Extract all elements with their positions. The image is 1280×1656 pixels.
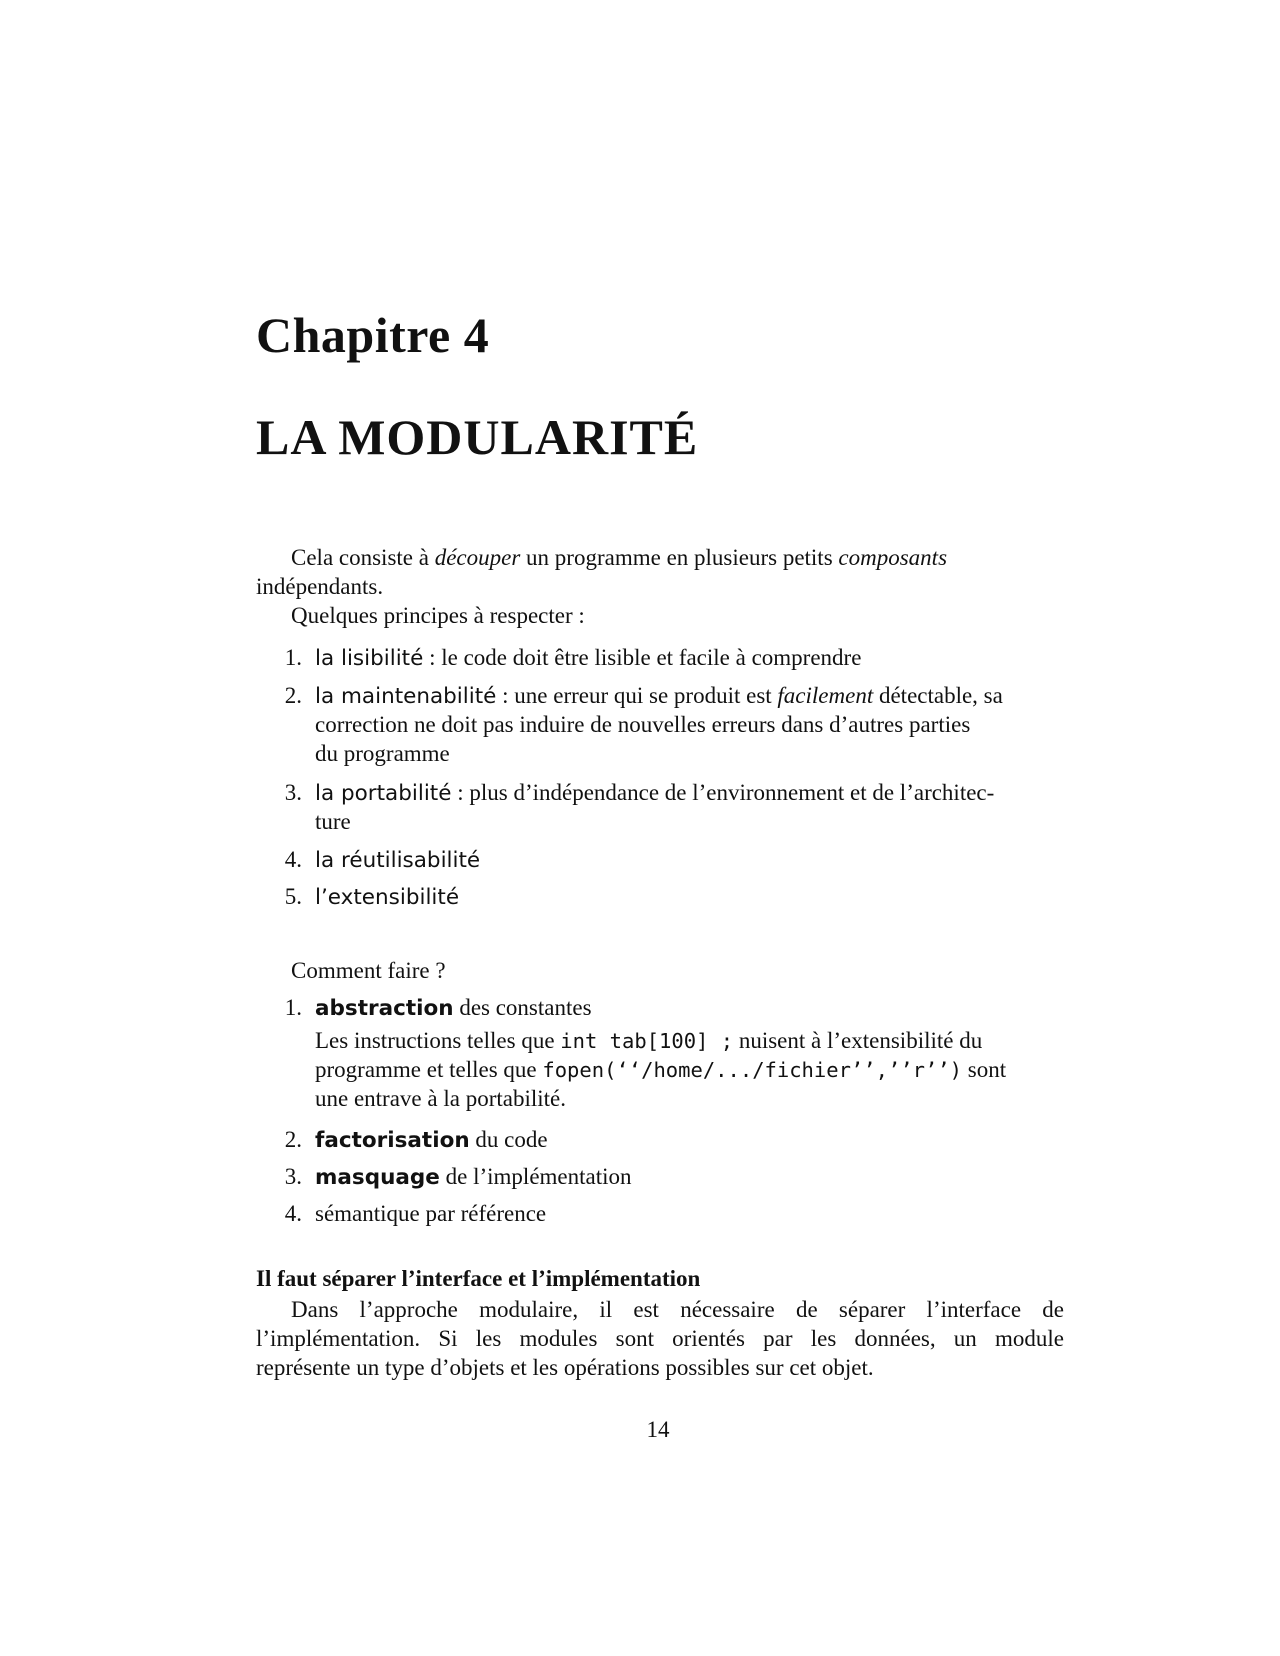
list-item-continuation: du programme [315,741,450,766]
list-number: 5. [284,884,302,909]
list-item-detail: Les instructions telles que int tab[100] ; nuisent à l’extensibilité du [315,1028,983,1053]
list-number: 2. [284,1127,302,1152]
intro-line-2: indépendants. [256,574,384,599]
list-item: masquage de l’implémentation [315,1164,632,1190]
list-item-detail: une entrave à la portabilité. [315,1086,566,1111]
how-intro: Comment faire ? [291,958,446,983]
list-number: 1. [284,995,302,1020]
list-number: 4. [284,1201,302,1226]
section-paragraph-line: représente un type d’objets et les opérations possibles sur cet objet. [256,1355,874,1380]
chapter-title: LA MODULARITÉ [256,409,699,465]
section-paragraph-line: l’implémentation. Si les modules sont orientés par les données, un module [256,1326,1064,1351]
section-title: Il faut séparer l’interface et l’implémentation [256,1266,701,1291]
list-item: l’extensibilité [315,885,460,910]
section-paragraph-line: Dans l’approche modulaire, il est nécessaire de séparer l’interface de [291,1297,1064,1322]
list-item-detail: programme et telles que fopen(‘‘/home/.../fichier’’,’’r’’) sont [315,1057,1007,1082]
page-number: 14 [646,1417,670,1442]
list-number: 4. [284,847,302,872]
list-item: la lisibilité : le code doit être lisible et facile à comprendre [315,645,862,671]
list-item: la maintenabilité : une erreur qui se produit est facilement détectable, sa [315,683,1003,709]
list-item-continuation: correction ne doit pas induire de nouvelles erreurs dans d’autres parties [315,712,971,737]
list-item-continuation: ture [315,809,351,834]
list-item: abstraction des constantes [315,995,592,1021]
list-number: 2. [284,683,302,708]
list-number: 3. [284,1164,302,1189]
list-item: la réutilisabilité [315,848,481,873]
list-number: 3. [284,780,302,805]
chapter-label: Chapitre 4 [256,307,490,363]
list-number: 1. [284,645,302,670]
list-item: factorisation du code [315,1127,548,1153]
list-item: sémantique par référence [315,1201,547,1226]
intro-line-1: Cela consiste à découper un programme en plusieurs petits composants [291,545,948,570]
principles-intro: Quelques principes à respecter : [291,603,585,628]
list-item: la portabilité : plus d’indépendance de l’environnement et de l’architec- [315,780,995,806]
